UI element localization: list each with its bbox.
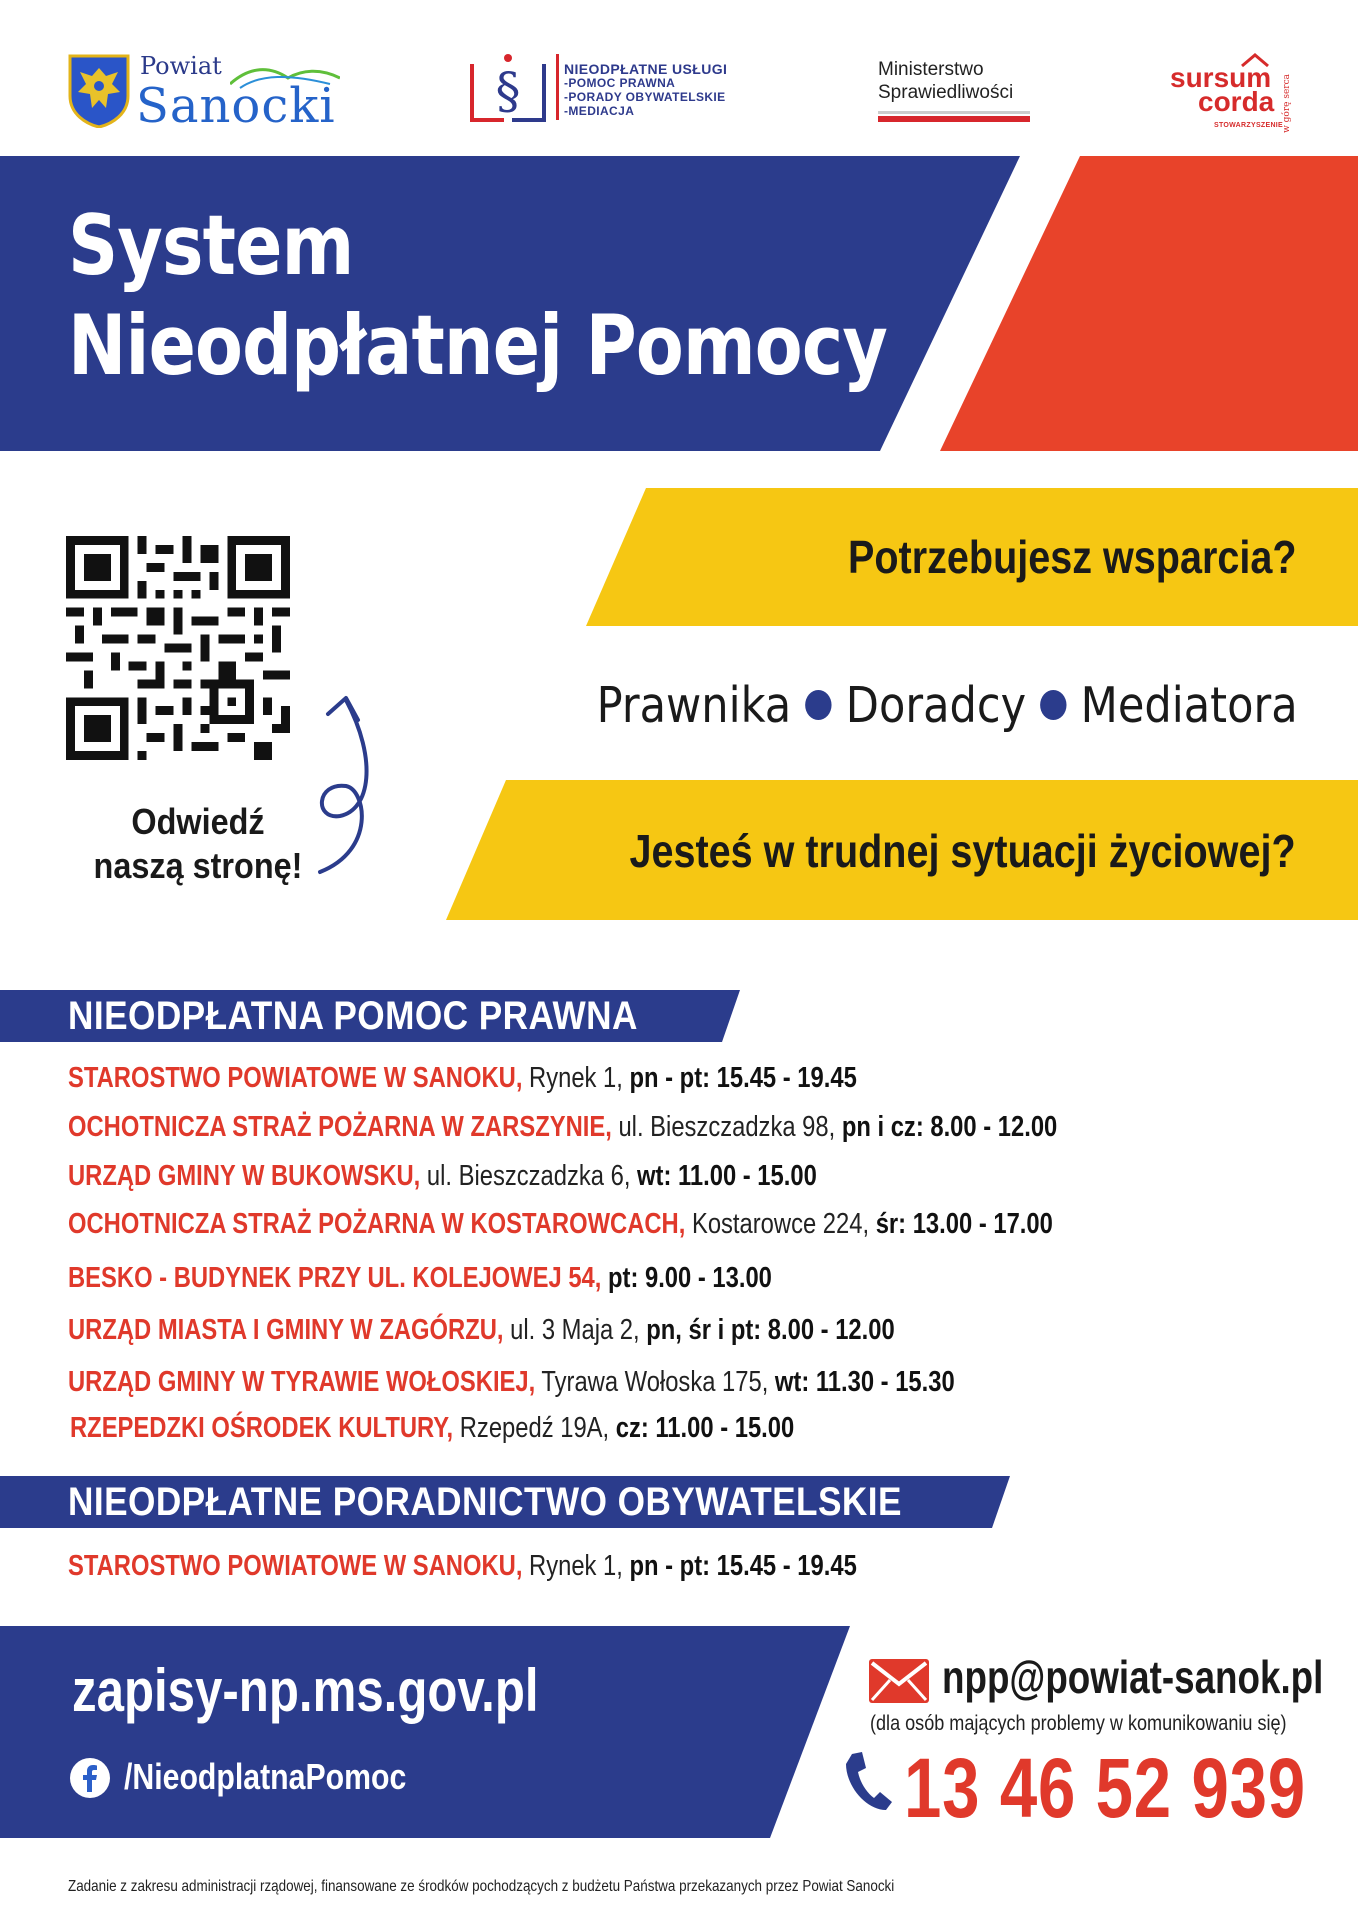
npp-divider (556, 54, 559, 120)
location-name: BESKO - BUDYNEK PRZY UL. KOLEJOWEJ 54, (68, 1262, 602, 1294)
facebook-link[interactable]: /NieodplatnaPomoc (124, 1756, 407, 1797)
role-advisor: Doradcy (846, 677, 1027, 734)
list-item (68, 1160, 817, 1193)
paragraph-icon (468, 50, 548, 126)
registration-link[interactable]: zapisy-np.ms.gov.pl (72, 1657, 539, 1724)
location-address: Rynek 1, (522, 1550, 630, 1582)
ministry-flag-red (878, 116, 1030, 122)
list-item (68, 1262, 772, 1295)
npp-logo (468, 50, 748, 130)
location-hours: śr: 13.00 - 17.00 (875, 1208, 1053, 1240)
npp-line-4: -MEDIACJA (564, 104, 635, 118)
location-name: OCHOTNICZA STRAŻ POŻARNA W KOSTAROWCACH, (68, 1208, 686, 1240)
visit-line-2: naszą stronę! (93, 845, 303, 886)
location-hours: pn, śr i pt: 8.00 - 12.00 (646, 1314, 895, 1346)
stowarzyszenie-word: STOWARZYSZENIE (1214, 122, 1284, 129)
sursum-corda-logo (1170, 58, 1300, 138)
facebook-icon (70, 1758, 110, 1798)
sanocki-label: Sanocki (136, 78, 336, 134)
bullet-icon (806, 690, 832, 720)
ministry-line-2: Sprawiedliwości (878, 82, 1014, 103)
list-item (68, 1111, 1057, 1144)
sursum-tagline: w górę serca (1282, 74, 1292, 133)
list-item (68, 1550, 857, 1583)
civic-advice-title: NIEODPŁATNE PORADNICTWO OBYWATELSKIE (68, 1480, 902, 1524)
location-hours: pn - pt: 15.45 - 19.45 (629, 1550, 857, 1582)
title-line-2: Nieodpłatnej Pomocy (68, 297, 887, 394)
location-address: Kostarowce 224, (685, 1208, 876, 1240)
npp-line-1: NIEODPŁATNE USŁUGI (564, 61, 728, 77)
corda-word: corda (1198, 86, 1275, 117)
svg-text:§: § (495, 62, 521, 120)
location-hours: cz: 11.00 - 15.00 (615, 1412, 795, 1444)
email-link[interactable]: npp@powiat-sanok.pl (942, 1651, 1324, 1703)
npp-line-2: -POMOC PRAWNA (564, 76, 676, 90)
location-address: ul. Bieszczadzka 6, (420, 1160, 638, 1192)
list-item (70, 1412, 794, 1445)
roles-line (597, 677, 1298, 734)
phone-number[interactable]: 13 46 52 939 (904, 1741, 1306, 1835)
email-note: (dla osób mających problemy w komunikowaniu się) (870, 1712, 1287, 1735)
location-address: ul. 3 Maja 2, (503, 1314, 647, 1346)
difficult-situation-question: Jesteś w trudnej sytuacji życiowej? (629, 825, 1296, 877)
visit-caption (90, 800, 306, 888)
location-name: STAROSTWO POWIATOWE W SANOKU, (68, 1062, 523, 1094)
sursum-word: sursum (1170, 62, 1272, 93)
role-mediator: Mediatora (1081, 677, 1298, 734)
powiat-label: Powiat (140, 52, 222, 80)
qr-code[interactable] (66, 536, 290, 760)
location-hours: pn - pt: 15.45 - 19.45 (629, 1062, 857, 1094)
red-accent-shape (940, 156, 1358, 451)
list-item (68, 1208, 1053, 1241)
role-lawyer: Prawnika (596, 677, 792, 734)
phone-icon (842, 1750, 892, 1812)
visit-line-1: Odwiedź (131, 801, 265, 842)
location-address: ul. Bieszczadzka 98, (611, 1111, 842, 1143)
location-hours: pn i cz: 8.00 - 12.00 (841, 1111, 1058, 1143)
ministry-logo (878, 58, 1038, 128)
location-name: RZEPEDZKI OŚRODEK KULTURY, (70, 1412, 454, 1444)
support-question: Potrzebujesz wsparcia? (847, 531, 1296, 583)
location-address: Rynek 1, (522, 1062, 630, 1094)
legal-aid-title: NIEODPŁATNA POMOC PRAWNA (68, 994, 638, 1038)
list-item (68, 1314, 895, 1347)
ministry-flag-white (878, 111, 1030, 114)
bullet-icon (1041, 690, 1067, 720)
location-address: Rzepedź 19A, (453, 1412, 616, 1444)
curly-arrow-icon (306, 690, 396, 880)
location-hours: pt: 9.00 - 13.00 (607, 1262, 772, 1294)
ministry-line-1: Ministerstwo (878, 59, 984, 80)
location-hours: wt: 11.30 - 15.30 (774, 1366, 955, 1398)
location-address: Tyrawa Wołoska 175, (535, 1366, 775, 1398)
powiat-sanocki-logo (66, 48, 346, 138)
npp-line-3: -PORADY OBYWATELSKIE (564, 90, 726, 104)
funding-disclaimer: Zadanie z zakresu administracji rządowej, finansowane ze środków pochodzących z budżetu Państwa przekazanych przez Powiat Sanocki (68, 1878, 895, 1895)
list-item (68, 1366, 955, 1399)
coat-of-arms-icon (66, 52, 132, 128)
title-line-1: System (68, 197, 354, 294)
list-item (68, 1062, 857, 1095)
location-name: URZĄD GMINY W TYRAWIE WOŁOSKIEJ, (68, 1366, 536, 1398)
page-title (68, 196, 887, 396)
location-name: URZĄD MIASTA I GMINY W ZAGÓRZU, (68, 1314, 504, 1346)
location-name: STAROSTWO POWIATOWE W SANOKU, (68, 1550, 523, 1582)
npp-text (564, 62, 727, 118)
location-name: OCHOTNICZA STRAŻ POŻARNA W ZARSZYNIE, (68, 1111, 612, 1143)
location-name: URZĄD GMINY W BUKOWSKU, (68, 1160, 421, 1192)
location-hours: wt: 11.00 - 15.00 (637, 1160, 817, 1192)
envelope-icon (868, 1658, 930, 1704)
